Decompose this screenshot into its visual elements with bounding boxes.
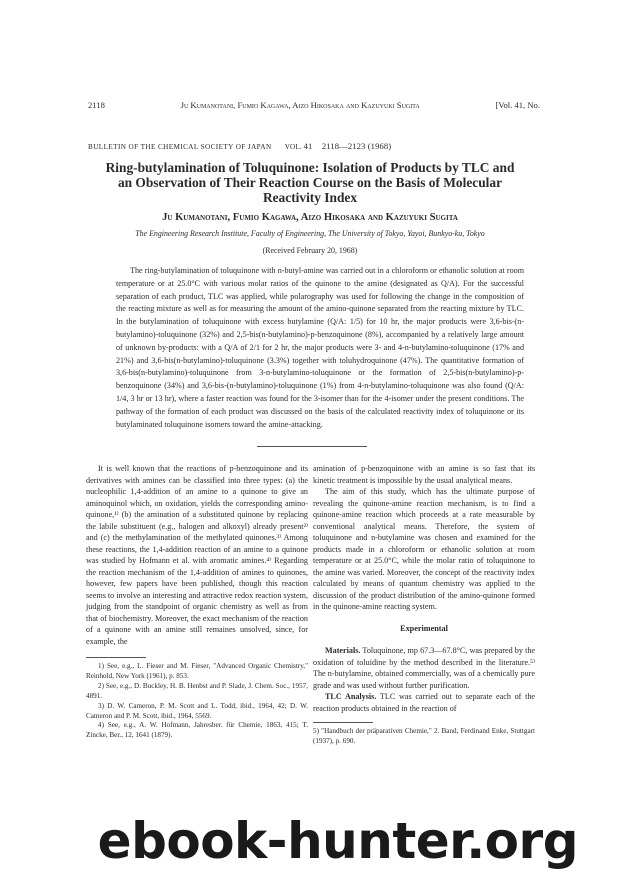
footnote-1: 1) See, e.g., L. Fieser and M. Fieser, "Advanced Organic Chemistry," Reinhold, New York (1961), p. 853. <box>86 662 308 680</box>
running-head <box>88 100 540 110</box>
materials-text: Toluquinone, mp 67.3—67.8°C, was prepared by the oxidation of toluidine by the method described in the literature.⁵⁾ The n-butylamine, obtained commercially, was of a chemically pure grade and was used without further purification. <box>313 646 535 690</box>
footnotes <box>86 662 308 741</box>
journal-name: BULLETIN OF THE CHEMICAL SOCIETY OF JAPAN <box>88 143 272 151</box>
journal-line <box>88 141 533 151</box>
journal-vol-label: VOL. <box>284 143 302 151</box>
article-title: Ring-butylamination of Toluquinone: Isolation of Products by TLC and an Observation of Their Reaction Course on the Basis of Molecular Reactivity Index <box>105 160 515 206</box>
watermark-text: ebook-hunter.org <box>97 812 578 870</box>
materials-label: Materials. <box>325 646 361 655</box>
running-head-authors: Ju Kumanotani, Fumio Kagawa, Aizo Hikosaka and Kazuyuki Sugita <box>180 100 420 110</box>
page-number: 2118 <box>88 100 105 110</box>
tlc-label: TLC Analysis. <box>325 692 377 701</box>
tlc-paragraph <box>313 691 535 714</box>
journal-pages: 2118—2123 (1968) <box>321 141 392 151</box>
left-column <box>86 463 308 741</box>
watermark-logo <box>97 810 580 870</box>
materials-paragraph <box>313 645 535 691</box>
journal-vol: 41 <box>303 141 313 151</box>
footnote-4: 4) See, e.g., A. W. Hofmann, Jahresber. für Chemie, 1863, 415; T. Zincke, Ber., 12, 1641 (1879). <box>86 721 308 740</box>
right-paragraph-1: amination of p-benzoquinone with an amine is so fast that its kinetic treatment is impossible by the usual analytical means. <box>313 464 535 485</box>
article-authors: Ju Kumanotani, Fumio Kagawa, Aizo Hikosaka and Kazuyuki Sugita <box>162 212 458 223</box>
right-paragraph-2: The aim of this study, which has the ultimate purpose of revealing the quinone-amine reaction mechanism, is to find a quinone-amine reaction which proceeds at a rate measurable by conventional analytical means. Therefore, the system of toluquinone and n-butylamine was chosen and examined for the products made in a chloroform or ethanolic solution at room temperature or at 25.0°C, while the molar ratio of toluquinone to the amine was varied. Moreover, the concept of the reactivity index calculated by means of quantum chemistry was applied to the discussion of the product distribution of the amino-quinone formed in the quinone-amine reacting system. <box>313 487 535 611</box>
experimental-heading: Experimental <box>400 624 448 633</box>
footnote-3: 3) D. W. Cameron, P. M. Scott and L. Todd, ibid., 1964, 42; D. W. Cameron and P. M. Scott, ibid., 1964, 5569. <box>86 701 308 720</box>
footnote-2: 2) See, e.g., D. Buckley, H. B. Henbst and P. Slade, J. Chem. Soc., 1957, 4891. <box>86 681 308 700</box>
received-date: (Received February 20, 1968) <box>262 246 358 255</box>
intro-paragraph: It is well known that the reactions of p-benzoquinone and its derivatives with amines can be classified into three types: (a) the nucleophilic 1,4-addition of an amine to a quinone to give an aminoquinol which, on oxidation, yields the corresponding amino-quinone,¹⁾ (b) the amination of a substituted quinone by replacing the labile substituent (e.g., halogen and alkoxyl) already present²⁾ and (c) the methylamination of the methylated quinones.³⁾ Among these reactions, the 1,4-addition reaction of an amine to a quinone was studied by Hofmann et al. with aromatic amines.⁴⁾ Regarding the reaction mechanism of the 1,4-addition of amines to quinones, however, few papers have been published, though this reaction seems to involve an interesting and attractive redox reaction system, judging from the standpoint of organic chemistry as well as from that of biochemistry. Moreover, the exact mechanism of the reaction of a quinone with an amine still remaines unsolved, since, for example, the <box>86 464 309 646</box>
footnote-5: 5) "Handbuch der präparativen Chemie," 2. Band, Ferdinand Enke, Stuttgart (1937), p. 690. <box>313 727 535 745</box>
experimental-section <box>313 645 535 747</box>
abstract-text: The ring-butylamination of toluquinone with n-butyl-amine was carried out in a chloroform or ethanolic solution at room temperature or at 25.0°C with various molar ratios of the quinone to the amine (designated as Q/A). For the successful separation of each product, TLC was applied, while polarography was used for following the change in the composition of the reacting mixture as well as for measuring the amount of the amino-quinone separated from the reacting mixture by TLC. In the butylamination of toluquinone with excess butylamine (Q/A: 1/5) for 10 hr, the major products were 3,6-bis-(n-butylamino)-toluquinone (32%) and 2,5-bis(n-butylamino)-p-benzoquinone (8%), accompanied by a relatively large amount of unknown by-products: with a Q/A of 2/1 for 2 hr, the major products were 3- and 4-n-butylamino-toluquinone (17% and 21%) and 3,6-bis(n-butylamino)-toluquinone (3.3%) together with toluhydroquinone (47%). The quantitative formation of 3,6-bis(n-butylamino)-toluquinone from 3-n-butylamino-toluquinone or the formation of 2,5-bis(n-butylamino)-p-benzoquinone (34%) and 3,6-bis-(n-butylamino)-toluquinone (1%) from 4-n-butylamino-toluquinone was also found (Q/A: 1/4, 3 hr or 13 hr), where a faster reaction was found for the 3-isomer than for the 4-isomer under the present conditions. The pathway of the formation of each product was discussed on the basis of the calculated reactivity index of toluquinone or its butylaminated toluquinone isomers toward the amine-attacking. <box>116 266 524 429</box>
affiliation: The Engineering Research Institute, Faculty of Engineering, The University of Tokyo, Yayoi, Bunkyo-ku, Tokyo <box>135 229 485 238</box>
tlc-text: TLC was carried out to separate each of the reaction products obtained in the reaction of <box>313 692 536 713</box>
section-divider <box>257 446 367 447</box>
running-head-volume: [Vol. 41, No. <box>495 100 540 110</box>
abstract <box>116 265 524 431</box>
right-column <box>313 463 535 613</box>
